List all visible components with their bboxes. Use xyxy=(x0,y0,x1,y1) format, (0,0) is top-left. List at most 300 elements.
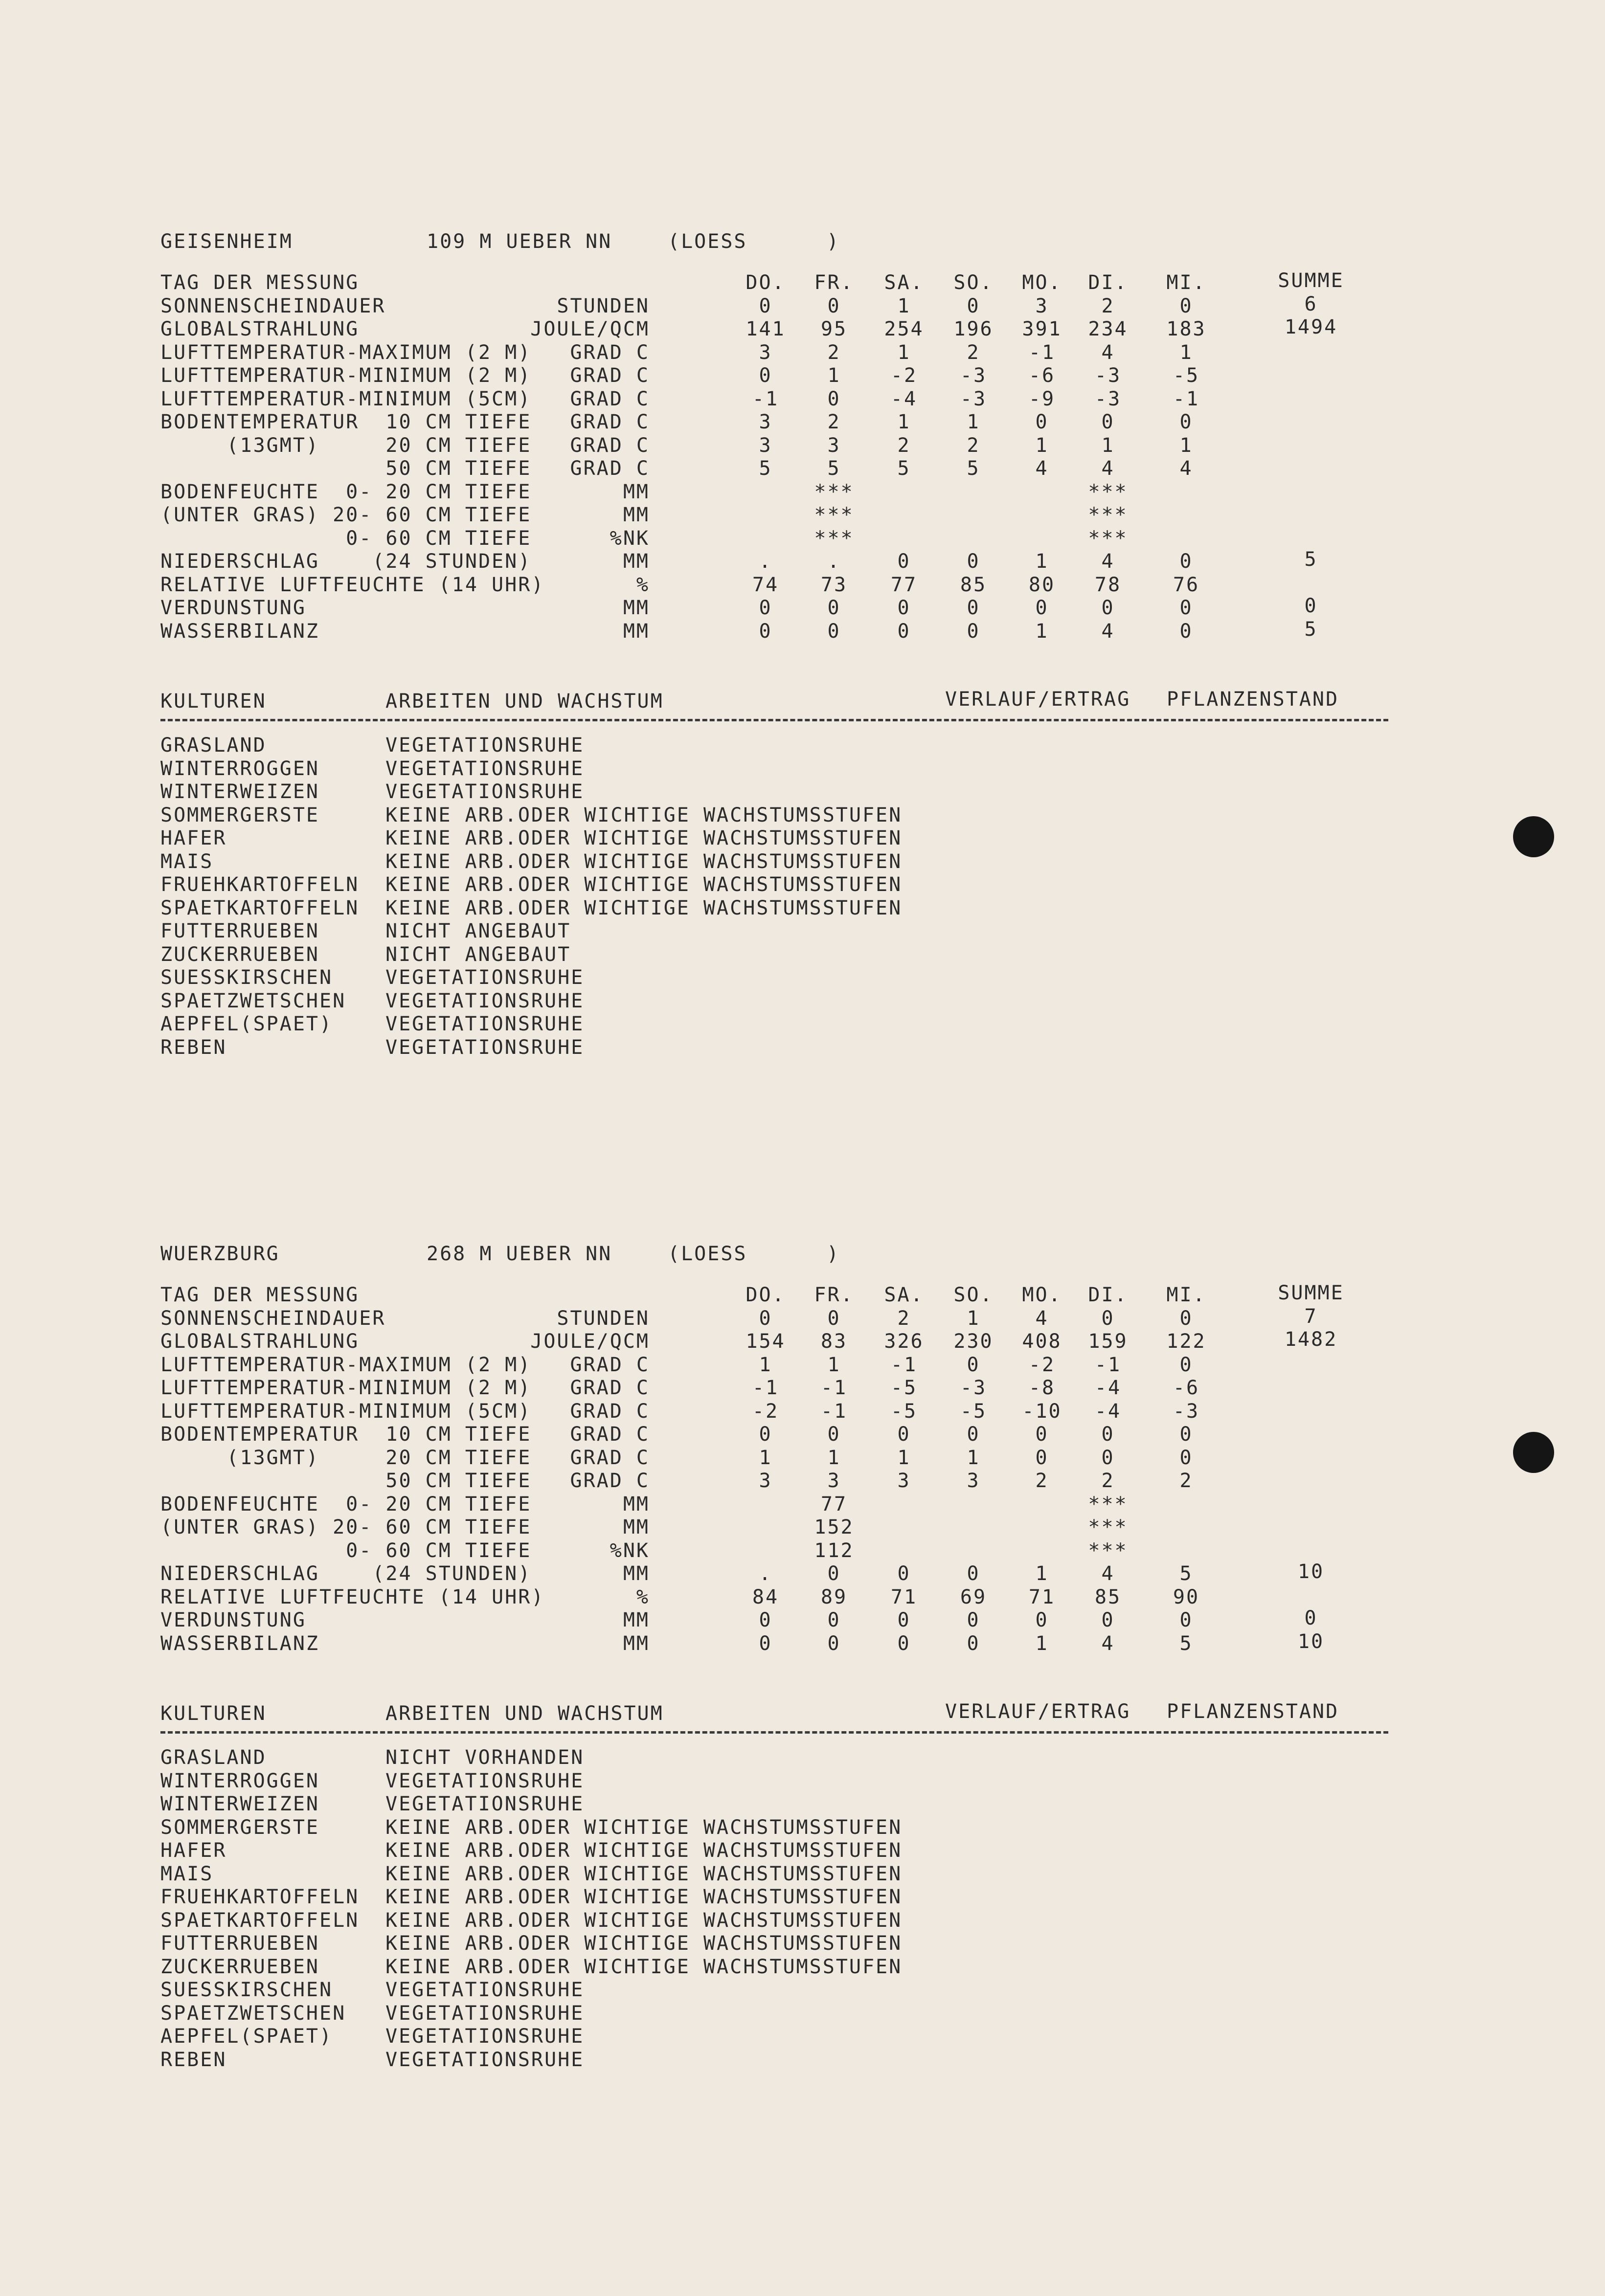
value-cell: 0 xyxy=(1101,1446,1115,1469)
value-cell: 1 xyxy=(1101,434,1115,457)
value-cell: 0 xyxy=(1035,597,1049,619)
row-unit: MM xyxy=(623,1516,650,1538)
value-cell: 71 xyxy=(1028,1585,1056,1608)
value-cell: *** xyxy=(1088,1493,1128,1516)
value-cell: 5 xyxy=(759,457,772,480)
crop-name: SPAETZWETSCHEN xyxy=(160,989,346,1012)
value-cell: -3 xyxy=(1094,387,1122,410)
value-cell: 0 xyxy=(1179,1423,1193,1446)
day-header: DI. xyxy=(1088,1284,1128,1306)
value-cell: -1 xyxy=(752,387,779,410)
crop-name: SPAETZWETSCHEN xyxy=(160,2002,346,2025)
crops-header-yield: VERLAUF/ERTRAG xyxy=(945,688,1131,711)
value-cell: 3 xyxy=(827,434,841,457)
value-cell: 326 xyxy=(884,1330,924,1353)
day-header: FR. xyxy=(814,271,854,294)
value-cell: 0 xyxy=(759,1307,772,1330)
row-label: NIEDERSCHLAG (24 STUNDEN) xyxy=(160,1562,532,1585)
value-cell: 0 xyxy=(1035,1609,1049,1631)
crop-name: ZUCKERRUEBEN xyxy=(160,943,319,966)
value-cell: 2 xyxy=(1179,1470,1193,1492)
value-cell: 69 xyxy=(960,1585,987,1608)
station-elevation: 109 M UEBER NN xyxy=(427,230,612,253)
crop-name: MAIS xyxy=(160,1862,214,1885)
value-cell: 0 xyxy=(1179,1446,1193,1469)
value-cell: 0 xyxy=(827,620,841,643)
row-label: BODENTEMPERATUR 10 CM TIEFE xyxy=(160,411,532,433)
crop-status: VEGETATIONSRUHE xyxy=(385,2025,585,2048)
crop-name: SUESSKIRSCHEN xyxy=(160,1979,333,2001)
value-cell: 391 xyxy=(1022,318,1062,340)
crop-name: WINTERROGGEN xyxy=(160,757,319,780)
value-cell: 183 xyxy=(1166,318,1206,340)
day-header: DO. xyxy=(746,1284,786,1306)
value-cell: 4 xyxy=(1101,341,1115,364)
value-cell: -1 xyxy=(1173,387,1200,410)
value-cell: *** xyxy=(1088,504,1128,526)
value-cell: 0 xyxy=(759,364,772,387)
value-cell: 1 xyxy=(1179,434,1193,457)
crop-name: FRUEHKARTOFFELN xyxy=(160,1886,360,1908)
crop-name: FRUEHKARTOFFELN xyxy=(160,873,360,896)
row-unit: % xyxy=(636,1585,650,1608)
value-cell: 95 xyxy=(820,318,848,340)
row-label: BODENTEMPERATUR 10 CM TIEFE xyxy=(160,1423,532,1446)
value-cell: . xyxy=(827,550,841,573)
value-cell: 0 xyxy=(1179,620,1193,643)
value-cell: *** xyxy=(814,527,854,550)
value-cell: 3 xyxy=(1035,294,1049,317)
crop-status: KEINE ARB.ODER WICHTIGE WACHSTUMSSTUFEN xyxy=(385,1862,903,1885)
day-header: SO. xyxy=(953,1284,994,1306)
day-header: SA. xyxy=(884,1284,924,1306)
station-soil: (LOESS ) xyxy=(668,230,840,253)
crop-status: VEGETATIONSRUHE xyxy=(385,1979,585,2001)
crop-status: KEINE ARB.ODER WICHTIGE WACHSTUMSSTUFEN xyxy=(385,1839,903,1862)
sum-cell: 10 xyxy=(1297,1560,1325,1583)
value-cell: 0 xyxy=(1179,550,1193,573)
value-cell: 1 xyxy=(967,1307,980,1330)
value-cell: 2 xyxy=(897,1307,911,1330)
value-cell: -1 xyxy=(1094,1353,1122,1376)
row-unit: GRAD C xyxy=(570,1470,650,1492)
crop-name: FUTTERRUEBEN xyxy=(160,920,319,942)
crop-status: KEINE ARB.ODER WICHTIGE WACHSTUMSSTUFEN xyxy=(385,896,903,919)
crop-status: KEINE ARB.ODER WICHTIGE WACHSTUMSSTUFEN xyxy=(385,1955,903,1978)
value-cell: 0 xyxy=(1179,411,1193,433)
value-cell: 4 xyxy=(1101,550,1115,573)
crop-name: WINTERWEIZEN xyxy=(160,780,319,803)
value-cell: 0 xyxy=(827,387,841,410)
crops-header-work: ARBEITEN UND WACHSTUM xyxy=(385,690,664,713)
value-cell: *** xyxy=(1088,527,1128,550)
crop-name: HAFER xyxy=(160,827,227,849)
row-unit: GRAD C xyxy=(570,364,650,387)
day-header: MO. xyxy=(1022,1284,1062,1306)
value-cell: 0 xyxy=(897,620,911,643)
row-label: 0- 60 CM TIEFE xyxy=(160,527,532,550)
value-cell: 1 xyxy=(897,341,911,364)
crops-header-work: ARBEITEN UND WACHSTUM xyxy=(385,1702,664,1725)
value-cell: 1 xyxy=(1035,434,1049,457)
sum-cell: 1494 xyxy=(1284,316,1338,338)
crop-status: VEGETATIONSRUHE xyxy=(385,734,585,757)
value-cell: 3 xyxy=(827,1470,841,1492)
crop-status: KEINE ARB.ODER WICHTIGE WACHSTUMSSTUFEN xyxy=(385,803,903,826)
value-cell: 1 xyxy=(967,1446,980,1469)
row-label: LUFTTEMPERATUR-MINIMUM (2 M) xyxy=(160,1377,532,1399)
crops-header-stand: PFLANZENSTAND xyxy=(1167,1700,1339,1723)
value-cell: 78 xyxy=(1094,573,1122,596)
station-section xyxy=(0,232,1605,1210)
crop-name: AEPFEL(SPAET) xyxy=(160,1013,333,1035)
crop-status: VEGETATIONSRUHE xyxy=(385,780,585,803)
value-cell: 2 xyxy=(1101,1470,1115,1492)
crop-name: REBEN xyxy=(160,1036,227,1059)
day-header: MO. xyxy=(1022,271,1062,294)
row-label: 0- 60 CM TIEFE xyxy=(160,1539,532,1562)
value-cell: 1 xyxy=(1035,550,1049,573)
value-cell: 85 xyxy=(960,573,987,596)
value-cell: 3 xyxy=(967,1470,980,1492)
sum-cell: 5 xyxy=(1304,548,1318,571)
value-cell: 0 xyxy=(967,550,980,573)
row-label: SONNENSCHEINDAUER xyxy=(160,1307,386,1330)
row-unit: MM xyxy=(623,1609,650,1631)
value-cell: 1 xyxy=(897,1446,911,1469)
row-label: (UNTER GRAS) 20- 60 CM TIEFE xyxy=(160,504,532,526)
sum-cell: 0 xyxy=(1304,595,1318,617)
row-label: (UNTER GRAS) 20- 60 CM TIEFE xyxy=(160,1516,532,1538)
value-cell: 3 xyxy=(759,411,772,433)
value-cell: 2 xyxy=(827,341,841,364)
value-cell: -1 xyxy=(890,1353,918,1376)
days-label: TAG DER MESSUNG xyxy=(160,1284,360,1306)
value-cell: 5 xyxy=(1179,1562,1193,1585)
value-cell: 0 xyxy=(967,597,980,619)
row-unit: GRAD C xyxy=(570,341,650,364)
day-header: DO. xyxy=(746,271,786,294)
crop-status: NICHT VORHANDEN xyxy=(385,1746,585,1769)
row-label: BODENFEUCHTE 0- 20 CM TIEFE xyxy=(160,480,532,503)
day-header: SO. xyxy=(953,271,994,294)
value-cell: 0 xyxy=(759,597,772,619)
row-unit: JOULE/QCM xyxy=(530,318,650,340)
crops-divider xyxy=(160,719,1388,721)
value-cell: -4 xyxy=(1094,1400,1122,1423)
value-cell: . xyxy=(759,1562,772,1585)
value-cell: 2 xyxy=(967,341,980,364)
crop-status: VEGETATIONSRUHE xyxy=(385,2048,585,2071)
row-label: RELATIVE LUFTFEUCHTE (14 UHR) xyxy=(160,1585,545,1608)
value-cell: 1 xyxy=(1035,620,1049,643)
value-cell: 0 xyxy=(1035,1446,1049,1469)
value-cell: 0 xyxy=(967,1609,980,1631)
row-unit: MM xyxy=(623,1493,650,1516)
crop-name: ZUCKERRUEBEN xyxy=(160,1955,319,1978)
crop-name: AEPFEL(SPAET) xyxy=(160,2025,333,2048)
row-unit: STUNDEN xyxy=(557,294,650,317)
crop-status: VEGETATIONSRUHE xyxy=(385,1013,585,1035)
crop-name: SUESSKIRSCHEN xyxy=(160,966,333,989)
day-header: MI. xyxy=(1166,271,1206,294)
value-cell: 71 xyxy=(890,1585,918,1608)
value-cell: -4 xyxy=(890,387,918,410)
value-cell: 0 xyxy=(967,1632,980,1655)
value-cell: -1 xyxy=(1028,341,1056,364)
value-cell: 1 xyxy=(967,411,980,433)
value-cell: 5 xyxy=(967,457,980,480)
station-section xyxy=(0,1244,1605,2222)
value-cell: 3 xyxy=(759,341,772,364)
day-header: MI. xyxy=(1166,1284,1206,1306)
row-unit: GRAD C xyxy=(570,1400,650,1423)
row-unit: MM xyxy=(623,1562,650,1585)
crop-status: KEINE ARB.ODER WICHTIGE WACHSTUMSSTUFEN xyxy=(385,1886,903,1908)
value-cell: 0 xyxy=(967,620,980,643)
station-name: WUERZBURG xyxy=(160,1243,280,1265)
value-cell: 0 xyxy=(827,1632,841,1655)
value-cell: 1 xyxy=(897,411,911,433)
row-unit: GRAD C xyxy=(570,1446,650,1469)
value-cell: 0 xyxy=(827,1562,841,1585)
value-cell: -2 xyxy=(752,1400,779,1423)
value-cell: 4 xyxy=(1101,620,1115,643)
crop-status: VEGETATIONSRUHE xyxy=(385,1793,585,1815)
value-cell: -1 xyxy=(820,1377,848,1399)
value-cell: 2 xyxy=(827,411,841,433)
value-cell: 90 xyxy=(1173,1585,1200,1608)
value-cell: 4 xyxy=(1035,457,1049,480)
value-cell: 0 xyxy=(1035,411,1049,433)
value-cell: 76 xyxy=(1173,573,1200,596)
crop-status: KEINE ARB.ODER WICHTIGE WACHSTUMSSTUFEN xyxy=(385,1909,903,1932)
value-cell: 0 xyxy=(1101,411,1115,433)
crop-name: WINTERWEIZEN xyxy=(160,1793,319,1815)
value-cell: -6 xyxy=(1028,364,1056,387)
value-cell: 2 xyxy=(967,434,980,457)
value-cell: 0 xyxy=(1101,597,1115,619)
value-cell: 112 xyxy=(814,1539,854,1562)
row-unit: GRAD C xyxy=(570,1353,650,1376)
value-cell: 0 xyxy=(827,597,841,619)
value-cell: 234 xyxy=(1088,318,1128,340)
row-label: LUFTTEMPERATUR-MINIMUM (5CM) xyxy=(160,387,532,410)
value-cell: -9 xyxy=(1028,387,1056,410)
value-cell: 4 xyxy=(1101,457,1115,480)
station-soil: (LOESS ) xyxy=(668,1243,840,1265)
row-unit: GRAD C xyxy=(570,387,650,410)
sum-cell: 5 xyxy=(1304,618,1318,641)
value-cell: 80 xyxy=(1028,573,1056,596)
crop-status: VEGETATIONSRUHE xyxy=(385,757,585,780)
value-cell: *** xyxy=(1088,1516,1128,1538)
value-cell: 0 xyxy=(1179,1307,1193,1330)
value-cell: 152 xyxy=(814,1516,854,1538)
value-cell: 2 xyxy=(1101,294,1115,317)
value-cell: 5 xyxy=(897,457,911,480)
value-cell: -3 xyxy=(1173,1400,1200,1423)
value-cell: 0 xyxy=(1101,1609,1115,1631)
value-cell: -5 xyxy=(1173,364,1200,387)
row-unit: JOULE/QCM xyxy=(530,1330,650,1353)
value-cell: 0 xyxy=(827,294,841,317)
value-cell: 0 xyxy=(967,1562,980,1585)
value-cell: 1 xyxy=(759,1353,772,1376)
value-cell: *** xyxy=(814,504,854,526)
value-cell: 141 xyxy=(746,318,786,340)
row-label: LUFTTEMPERATUR-MINIMUM (2 M) xyxy=(160,364,532,387)
row-label: LUFTTEMPERATUR-MAXIMUM (2 M) xyxy=(160,1353,532,1376)
value-cell: 84 xyxy=(752,1585,779,1608)
value-cell: -3 xyxy=(960,364,987,387)
value-cell: 0 xyxy=(1179,597,1193,619)
value-cell: 0 xyxy=(1101,1423,1115,1446)
row-unit: GRAD C xyxy=(570,1377,650,1399)
value-cell: 0 xyxy=(967,294,980,317)
row-unit: MM xyxy=(623,620,650,643)
station-name: GEISENHEIM xyxy=(160,230,293,253)
value-cell: . xyxy=(759,550,772,573)
crops-divider xyxy=(160,1731,1388,1734)
row-label: 50 CM TIEFE xyxy=(160,457,532,480)
value-cell: 0 xyxy=(967,1353,980,1376)
row-label: GLOBALSTRAHLUNG xyxy=(160,1330,360,1353)
crop-status: KEINE ARB.ODER WICHTIGE WACHSTUMSSTUFEN xyxy=(385,873,903,896)
row-label: WASSERBILANZ xyxy=(160,1632,319,1655)
value-cell: *** xyxy=(814,480,854,503)
row-label: 50 CM TIEFE xyxy=(160,1470,532,1492)
day-header: FR. xyxy=(814,1284,854,1306)
value-cell: 1 xyxy=(1179,341,1193,364)
value-cell: 77 xyxy=(820,1493,848,1516)
value-cell: *** xyxy=(1088,480,1128,503)
row-unit: GRAD C xyxy=(570,434,650,457)
value-cell: 89 xyxy=(820,1585,848,1608)
row-unit: MM xyxy=(623,550,650,573)
row-unit: %NK xyxy=(610,527,650,550)
crop-name: GRASLAND xyxy=(160,1746,267,1769)
row-label: BODENFEUCHTE 0- 20 CM TIEFE xyxy=(160,1493,532,1516)
crops-header-stand: PFLANZENSTAND xyxy=(1167,688,1339,711)
value-cell: 0 xyxy=(967,1423,980,1446)
row-unit: MM xyxy=(623,480,650,503)
value-cell: -3 xyxy=(960,1377,987,1399)
value-cell: -2 xyxy=(890,364,918,387)
value-cell: 73 xyxy=(820,573,848,596)
value-cell: -1 xyxy=(820,1400,848,1423)
value-cell: *** xyxy=(1088,1539,1128,1562)
row-label: LUFTTEMPERATUR-MINIMUM (5CM) xyxy=(160,1400,532,1423)
value-cell: 1 xyxy=(827,1353,841,1376)
row-unit: MM xyxy=(623,504,650,526)
value-cell: 4 xyxy=(1035,1307,1049,1330)
value-cell: 85 xyxy=(1094,1585,1122,1608)
value-cell: 159 xyxy=(1088,1330,1128,1353)
value-cell: 0 xyxy=(1035,1423,1049,1446)
crop-status: NICHT ANGEBAUT xyxy=(385,920,571,942)
crops-header-culture: KULTUREN xyxy=(160,1702,267,1725)
row-unit: %NK xyxy=(610,1539,650,1562)
sum-cell: 0 xyxy=(1304,1607,1318,1629)
crops-header-culture: KULTUREN xyxy=(160,690,267,713)
value-cell: 1 xyxy=(827,1446,841,1469)
crop-name: GRASLAND xyxy=(160,734,267,757)
value-cell: 3 xyxy=(759,434,772,457)
value-cell: -8 xyxy=(1028,1377,1056,1399)
row-unit: STUNDEN xyxy=(557,1307,650,1330)
row-label: NIEDERSCHLAG (24 STUNDEN) xyxy=(160,550,532,573)
value-cell: 5 xyxy=(1179,1632,1193,1655)
station-elevation: 268 M UEBER NN xyxy=(427,1243,612,1265)
value-cell: 2 xyxy=(1035,1470,1049,1492)
value-cell: 0 xyxy=(897,1632,911,1655)
value-cell: 0 xyxy=(897,550,911,573)
value-cell: 77 xyxy=(890,573,918,596)
value-cell: 254 xyxy=(884,318,924,340)
value-cell: 4 xyxy=(1101,1632,1115,1655)
crop-name: REBEN xyxy=(160,2048,227,2071)
value-cell: 230 xyxy=(953,1330,994,1353)
value-cell: 3 xyxy=(759,1470,772,1492)
sum-cell: 1482 xyxy=(1284,1328,1338,1351)
value-cell: 1 xyxy=(1035,1562,1049,1585)
value-cell: -5 xyxy=(890,1400,918,1423)
row-label: WASSERBILANZ xyxy=(160,620,319,643)
row-unit: MM xyxy=(623,597,650,619)
sum-header: SUMME xyxy=(1278,1282,1344,1304)
days-label: TAG DER MESSUNG xyxy=(160,271,360,294)
crop-status: KEINE ARB.ODER WICHTIGE WACHSTUMSSTUFEN xyxy=(385,1816,903,1839)
value-cell: 5 xyxy=(827,457,841,480)
value-cell: 1 xyxy=(827,364,841,387)
value-cell: -5 xyxy=(890,1377,918,1399)
crop-status: VEGETATIONSRUHE xyxy=(385,966,585,989)
value-cell: -3 xyxy=(1094,364,1122,387)
value-cell: 0 xyxy=(897,1609,911,1631)
value-cell: 0 xyxy=(827,1307,841,1330)
crop-status: VEGETATIONSRUHE xyxy=(385,1769,585,1792)
row-unit: MM xyxy=(623,1632,650,1655)
sum-cell: 6 xyxy=(1304,292,1318,315)
row-label: GLOBALSTRAHLUNG xyxy=(160,318,360,340)
crop-status: KEINE ARB.ODER WICHTIGE WACHSTUMSSTUFEN xyxy=(385,850,903,873)
crop-status: KEINE ARB.ODER WICHTIGE WACHSTUMSSTUFEN xyxy=(385,1932,903,1955)
row-label: (13GMT) 20 CM TIEFE xyxy=(160,434,532,457)
value-cell: 83 xyxy=(820,1330,848,1353)
value-cell: 0 xyxy=(759,1632,772,1655)
value-cell: 4 xyxy=(1101,1562,1115,1585)
crop-name: MAIS xyxy=(160,850,214,873)
value-cell: 2 xyxy=(897,434,911,457)
row-unit: GRAD C xyxy=(570,1423,650,1446)
value-cell: 0 xyxy=(827,1609,841,1631)
value-cell: 74 xyxy=(752,573,779,596)
value-cell: 1 xyxy=(1035,1632,1049,1655)
crop-name: HAFER xyxy=(160,1839,227,1862)
sum-cell: 7 xyxy=(1304,1305,1318,1328)
value-cell: 0 xyxy=(1179,294,1193,317)
crop-name: WINTERROGGEN xyxy=(160,1769,319,1792)
crop-name: SPAETKARTOFFELN xyxy=(160,1909,360,1932)
value-cell: -4 xyxy=(1094,1377,1122,1399)
value-cell: -2 xyxy=(1028,1353,1056,1376)
value-cell: 1 xyxy=(759,1446,772,1469)
value-cell: -3 xyxy=(960,387,987,410)
crop-status: KEINE ARB.ODER WICHTIGE WACHSTUMSSTUFEN xyxy=(385,827,903,849)
value-cell: 4 xyxy=(1179,457,1193,480)
value-cell: 0 xyxy=(827,1423,841,1446)
